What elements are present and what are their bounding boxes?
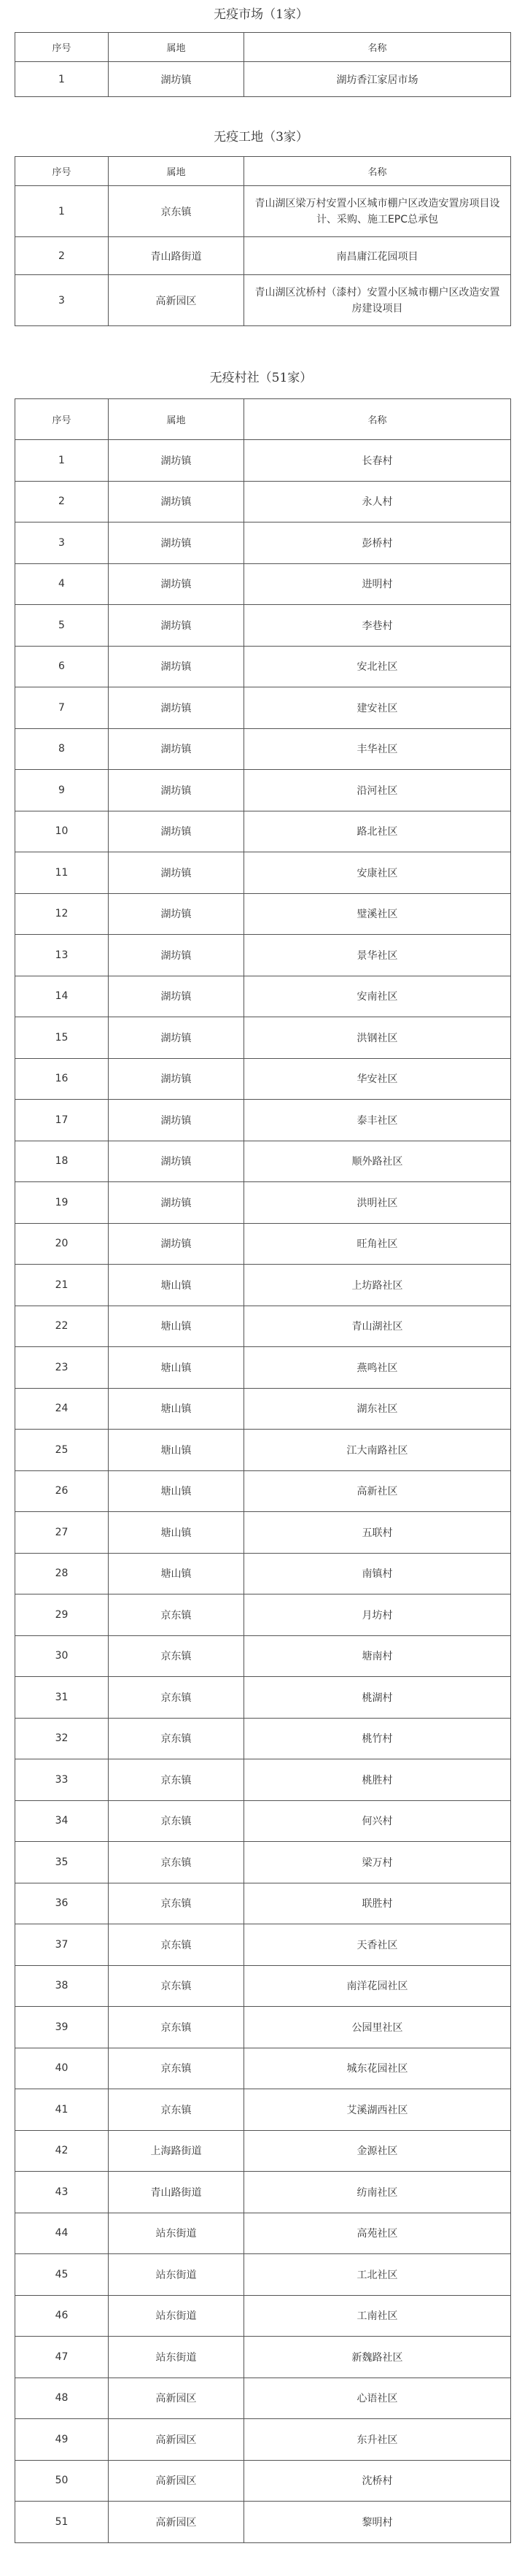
cell-location: 湖坊镇 — [109, 646, 244, 687]
cell-location: 湖坊镇 — [109, 852, 244, 894]
table-row — [15, 1058, 511, 1100]
table-row — [15, 1470, 511, 1512]
header-index: 序号 — [15, 33, 109, 62]
table-row — [15, 1347, 511, 1389]
table-row — [15, 2254, 511, 2296]
table-row — [15, 1800, 511, 1842]
cell-index: 48 — [15, 2378, 109, 2419]
cell-name: 燕鸣社区 — [244, 1347, 511, 1389]
cell-location: 湖坊镇 — [109, 770, 244, 811]
cell-index: 1 — [15, 186, 109, 237]
cell-location: 塘山镇 — [109, 1388, 244, 1430]
markets-table — [15, 32, 511, 97]
cell-name: 沿河社区 — [244, 770, 511, 811]
cell-name: 丰华社区 — [244, 728, 511, 770]
cell-name: 长春村 — [244, 440, 511, 482]
cell-index: 13 — [15, 935, 109, 976]
cell-location: 站东街道 — [109, 2337, 244, 2378]
table-row — [15, 1017, 511, 1059]
cell-name: 彭桥村 — [244, 522, 511, 564]
cell-location: 京东镇 — [109, 1800, 244, 1842]
cell-name: 泰丰社区 — [244, 1100, 511, 1141]
cell-name: 桃竹村 — [244, 1718, 511, 1759]
table-row — [15, 1223, 511, 1265]
cell-name: 安北社区 — [244, 646, 511, 687]
table-row — [15, 1883, 511, 1924]
cell-name: 路北社区 — [244, 811, 511, 852]
cell-location: 京东镇 — [109, 1718, 244, 1759]
cell-index: 5 — [15, 605, 109, 647]
table-row — [15, 1594, 511, 1636]
sites-table — [15, 156, 511, 326]
cell-location: 京东镇 — [109, 2048, 244, 2089]
cell-index: 25 — [15, 1430, 109, 1471]
cell-name: 永人村 — [244, 481, 511, 522]
header-location: 属地 — [109, 157, 244, 186]
cell-location: 湖坊镇 — [109, 1223, 244, 1265]
table-row — [15, 2337, 511, 2378]
table-row — [15, 2502, 511, 2543]
header-index: 序号 — [15, 399, 109, 440]
cell-location: 京东镇 — [109, 186, 244, 237]
cell-index: 10 — [15, 811, 109, 852]
cell-index: 45 — [15, 2254, 109, 2296]
cell-location: 湖坊镇 — [109, 1182, 244, 1224]
cell-index: 2 — [15, 237, 109, 275]
table-row — [15, 2048, 511, 2089]
cell-location: 京东镇 — [109, 1759, 244, 1801]
cell-index: 29 — [15, 1594, 109, 1636]
cell-index: 26 — [15, 1470, 109, 1512]
cell-index: 36 — [15, 1883, 109, 1924]
cell-name: 旺角社区 — [244, 1223, 511, 1265]
section-title-villages: 无疫村社（51家） — [209, 371, 313, 385]
table-row — [15, 1512, 511, 1554]
cell-location: 京东镇 — [109, 1924, 244, 1966]
cell-location: 高新园区 — [109, 275, 244, 326]
table-row — [15, 1759, 511, 1801]
table-row — [15, 1718, 511, 1759]
cell-name: 金源社区 — [244, 2130, 511, 2172]
cell-name: 五联村 — [244, 1512, 511, 1554]
table-row — [15, 852, 511, 894]
cell-name: 安南社区 — [244, 976, 511, 1017]
table-row — [15, 440, 511, 482]
cell-index: 2 — [15, 481, 109, 522]
villages-table — [15, 398, 511, 2543]
cell-location: 站东街道 — [109, 2213, 244, 2254]
cell-location: 塘山镇 — [109, 1430, 244, 1471]
cell-index: 46 — [15, 2295, 109, 2337]
table-row — [15, 563, 511, 605]
cell-name: 洪明社区 — [244, 1182, 511, 1224]
cell-location: 京东镇 — [109, 1842, 244, 1883]
cell-location: 湖坊镇 — [109, 811, 244, 852]
table-row — [15, 275, 511, 326]
cell-name: 李巷村 — [244, 605, 511, 647]
cell-location: 青山路街道 — [109, 237, 244, 275]
cell-location: 湖坊镇 — [109, 605, 244, 647]
table-row — [15, 811, 511, 852]
cell-name: 华安社区 — [244, 1058, 511, 1100]
header-location: 属地 — [109, 33, 244, 62]
cell-index: 3 — [15, 275, 109, 326]
cell-index: 12 — [15, 893, 109, 935]
cell-name: 纺南社区 — [244, 2172, 511, 2213]
cell-location: 京东镇 — [109, 1883, 244, 1924]
table-header-row — [15, 399, 511, 440]
cell-name: 工南社区 — [244, 2295, 511, 2337]
cell-index: 6 — [15, 646, 109, 687]
table-row — [15, 186, 511, 237]
table-row — [15, 687, 511, 729]
table-row — [15, 646, 511, 687]
cell-name: 南洋花园社区 — [244, 1965, 511, 2007]
cell-name: 高苑社区 — [244, 2213, 511, 2254]
cell-name: 湖坊香江家居市场 — [244, 62, 511, 97]
cell-index: 31 — [15, 1677, 109, 1719]
cell-location: 湖坊镇 — [109, 728, 244, 770]
cell-index: 32 — [15, 1718, 109, 1759]
cell-index: 33 — [15, 1759, 109, 1801]
cell-index: 38 — [15, 1965, 109, 2007]
cell-location: 京东镇 — [109, 2007, 244, 2048]
cell-name: 工北社区 — [244, 2254, 511, 2296]
cell-name: 上坊路社区 — [244, 1265, 511, 1306]
cell-name: 梁万村 — [244, 1842, 511, 1883]
table-row — [15, 1842, 511, 1883]
cell-index: 22 — [15, 1306, 109, 1347]
header-name: 名称 — [244, 399, 511, 440]
cell-index: 19 — [15, 1182, 109, 1224]
cell-index: 35 — [15, 1842, 109, 1883]
table-row — [15, 2419, 511, 2461]
cell-index: 27 — [15, 1512, 109, 1554]
cell-location: 湖坊镇 — [109, 687, 244, 729]
cell-location: 湖坊镇 — [109, 1058, 244, 1100]
cell-index: 14 — [15, 976, 109, 1017]
cell-index: 47 — [15, 2337, 109, 2378]
cell-name: 城东花园社区 — [244, 2048, 511, 2089]
cell-name: 南镇村 — [244, 1553, 511, 1594]
section-title-sites: 无疫工地（3家） — [214, 130, 308, 144]
cell-name: 青山湖区梁万村安置小区城市棚户区改造安置房项目设计、采购、施工EPC总承包 — [244, 186, 511, 237]
cell-index: 18 — [15, 1141, 109, 1182]
table-row — [15, 1182, 511, 1224]
cell-location: 湖坊镇 — [109, 440, 244, 482]
table-row — [15, 2172, 511, 2213]
cell-name: 高新社区 — [244, 1470, 511, 1512]
cell-name: 沈桥村 — [244, 2460, 511, 2502]
cell-location: 高新园区 — [109, 2378, 244, 2419]
cell-name: 艾溪湖西社区 — [244, 2089, 511, 2131]
cell-location: 塘山镇 — [109, 1553, 244, 1594]
cell-location: 湖坊镇 — [109, 935, 244, 976]
cell-location: 湖坊镇 — [109, 481, 244, 522]
cell-index: 34 — [15, 1800, 109, 1842]
cell-name: 进明村 — [244, 563, 511, 605]
cell-name: 江大南路社区 — [244, 1430, 511, 1471]
table-row — [15, 976, 511, 1017]
cell-index: 3 — [15, 522, 109, 564]
cell-index: 40 — [15, 2048, 109, 2089]
cell-name: 桃胜村 — [244, 1759, 511, 1801]
table-row — [15, 728, 511, 770]
cell-index: 17 — [15, 1100, 109, 1141]
table-row — [15, 1635, 511, 1677]
cell-location: 站东街道 — [109, 2295, 244, 2337]
table-row — [15, 935, 511, 976]
cell-index: 16 — [15, 1058, 109, 1100]
cell-name: 湖东社区 — [244, 1388, 511, 1430]
cell-location: 塘山镇 — [109, 1306, 244, 1347]
cell-location: 上海路街道 — [109, 2130, 244, 2172]
table-row — [15, 1430, 511, 1471]
cell-name: 心语社区 — [244, 2378, 511, 2419]
cell-name: 璧溪社区 — [244, 893, 511, 935]
cell-location: 湖坊镇 — [109, 522, 244, 564]
table-row — [15, 2460, 511, 2502]
table-row — [15, 2130, 511, 2172]
cell-location: 高新园区 — [109, 2502, 244, 2543]
cell-location: 湖坊镇 — [109, 1100, 244, 1141]
cell-location: 湖坊镇 — [109, 62, 244, 97]
cell-index: 50 — [15, 2460, 109, 2502]
table-row — [15, 62, 511, 97]
cell-name: 建安社区 — [244, 687, 511, 729]
table-row — [15, 2089, 511, 2131]
cell-location: 湖坊镇 — [109, 1141, 244, 1182]
cell-index: 44 — [15, 2213, 109, 2254]
cell-index: 42 — [15, 2130, 109, 2172]
cell-index: 4 — [15, 563, 109, 605]
table-row — [15, 1141, 511, 1182]
table-row — [15, 893, 511, 935]
cell-index: 24 — [15, 1388, 109, 1430]
table-row — [15, 605, 511, 647]
table-row — [15, 1100, 511, 1141]
cell-index: 41 — [15, 2089, 109, 2131]
cell-location: 站东街道 — [109, 2254, 244, 2296]
cell-location: 塘山镇 — [109, 1265, 244, 1306]
cell-location: 京东镇 — [109, 1965, 244, 2007]
table-row — [15, 770, 511, 811]
cell-name: 天香社区 — [244, 1924, 511, 1966]
cell-location: 京东镇 — [109, 1594, 244, 1636]
cell-name: 塘南村 — [244, 1635, 511, 1677]
table-row — [15, 1677, 511, 1719]
table-row — [15, 2295, 511, 2337]
header-name: 名称 — [244, 157, 511, 186]
table-header-row — [15, 33, 511, 62]
table-row — [15, 2378, 511, 2419]
cell-location: 湖坊镇 — [109, 1017, 244, 1059]
cell-location: 塘山镇 — [109, 1512, 244, 1554]
cell-index: 1 — [15, 440, 109, 482]
cell-name: 洪钢社区 — [244, 1017, 511, 1059]
cell-location: 青山路街道 — [109, 2172, 244, 2213]
cell-location: 京东镇 — [109, 1677, 244, 1719]
cell-index: 37 — [15, 1924, 109, 1966]
cell-name: 南昌庸江花园项目 — [244, 237, 511, 275]
cell-name: 桃湖村 — [244, 1677, 511, 1719]
cell-location: 湖坊镇 — [109, 563, 244, 605]
cell-index: 8 — [15, 728, 109, 770]
table-row — [15, 1965, 511, 2007]
table-row — [15, 522, 511, 564]
cell-location: 塘山镇 — [109, 1470, 244, 1512]
cell-index: 39 — [15, 2007, 109, 2048]
cell-index: 20 — [15, 1223, 109, 1265]
table-row — [15, 1265, 511, 1306]
table-row — [15, 2213, 511, 2254]
cell-name: 何兴村 — [244, 1800, 511, 1842]
table-row — [15, 237, 511, 275]
cell-index: 43 — [15, 2172, 109, 2213]
cell-index: 11 — [15, 852, 109, 894]
cell-location: 塘山镇 — [109, 1347, 244, 1389]
cell-location: 京东镇 — [109, 1635, 244, 1677]
villages-table-body — [15, 440, 511, 2543]
cell-name: 联胜村 — [244, 1883, 511, 1924]
table-row — [15, 1388, 511, 1430]
cell-index: 1 — [15, 62, 109, 97]
cell-name: 景华社区 — [244, 935, 511, 976]
header-location: 属地 — [109, 399, 244, 440]
cell-location: 京东镇 — [109, 2089, 244, 2131]
cell-name: 顺外路社区 — [244, 1141, 511, 1182]
cell-location: 高新园区 — [109, 2460, 244, 2502]
cell-name: 公园里社区 — [244, 2007, 511, 2048]
cell-name: 青山湖区沈桥村（漆村）安置小区城市棚户区改造安置房建设项目 — [244, 275, 511, 326]
cell-location: 湖坊镇 — [109, 893, 244, 935]
header-name: 名称 — [244, 33, 511, 62]
cell-location: 湖坊镇 — [109, 976, 244, 1017]
cell-index: 23 — [15, 1347, 109, 1389]
cell-name: 新魏路社区 — [244, 2337, 511, 2378]
table-header-row — [15, 157, 511, 186]
cell-index: 49 — [15, 2419, 109, 2461]
table-row — [15, 1924, 511, 1966]
header-index: 序号 — [15, 157, 109, 186]
cell-index: 28 — [15, 1553, 109, 1594]
section-title-markets: 无疫市场（1家） — [214, 7, 308, 22]
cell-location: 高新园区 — [109, 2419, 244, 2461]
cell-name: 黎明村 — [244, 2502, 511, 2543]
cell-index: 51 — [15, 2502, 109, 2543]
cell-index: 21 — [15, 1265, 109, 1306]
cell-index: 15 — [15, 1017, 109, 1059]
cell-index: 30 — [15, 1635, 109, 1677]
cell-name: 东升社区 — [244, 2419, 511, 2461]
table-row — [15, 481, 511, 522]
table-row — [15, 1553, 511, 1594]
table-row — [15, 1306, 511, 1347]
cell-index: 7 — [15, 687, 109, 729]
cell-index: 9 — [15, 770, 109, 811]
table-row — [15, 2007, 511, 2048]
cell-name: 安康社区 — [244, 852, 511, 894]
cell-name: 青山湖社区 — [244, 1306, 511, 1347]
cell-name: 月坊村 — [244, 1594, 511, 1636]
